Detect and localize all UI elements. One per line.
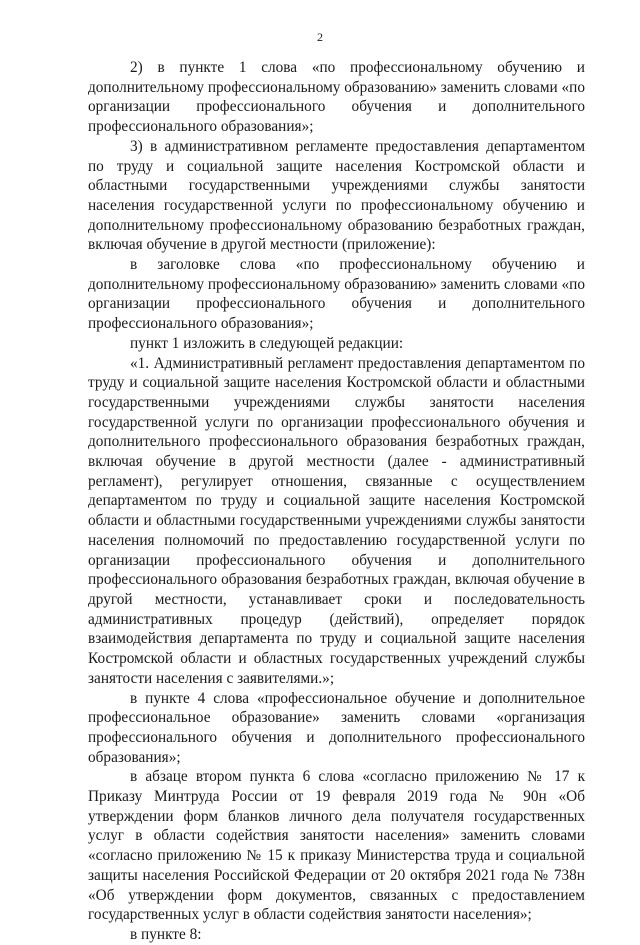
paragraph-item-2: 2) в пункте 1 слова «по профессиональному обучению и дополнительному профессиональному образованию» заменить словами «по организации профессионального обучения и дополнительного профессионального образования»; [88,59,586,136]
paragraph-clause-8-intro: в пункте 8: [130,925,202,943]
paragraph-clause-4-amendment: в пункте 4 слова «профессиональное обучение и дополнительное профессиональное образование» заменить словами «организация профессионального обучения и дополнительного профессионального образования»; [88,689,585,766]
paragraph-item-3: 3) в административном регламенте предоставления департаментом по труду и социальной защите населения Костромской области и областными государственными учреждениями службы занятости населения государственной услуги по профессиональному обучению и дополнительному профессиональному образованию безработных граждан, включая обучение в другой местности (приложение): [88,137,585,254]
paragraph-clause-1-text: «1. Административный регламент предоставления департаментом по труду и социальной защите населения Костромской области и областными государственными учреждениями службы занятости населения государственной услуги по организации профессионального обучения и дополнительного профессионального образования безработных граждан, включая обучение в другой местности (далее - административный регламент), регулирует отношения, связанные с осуществлением департаментом по труду и социальной защите населения Костромской области и областными государственными учреждениями службы занятости населения полномочий по предоставлению государственной услуги по организации профессионального обучения и дополнительного профессионального образования безработных граждан, включая обучение в другой местности, устанавливает сроки и последовательность административных процедур (действий), определяет порядок взаимодействия департамента по труду и социальной защите населения Костромской области и областных государственных учреждений службы занятости населения с заявителями.»; [88,354,585,687]
document-body [88,58,585,945]
paragraph-clause-6-amendment: в абзаце втором пункта 6 слова «согласно приложению № 17 к Приказу Минтруда России от 19 февраля 2019 года № 90н «Об утверждении форм бланков личного дела получателя государственных услуг в области содействия занятости населения» заменить словами «согласно приложению № 15 к приказу Министерства труда и социальной защиты населения Российской Федерации от 20 октября 2021 года № 738н «Об утверждении форм документов, связанных с предоставлением государственных услуг в области содействия занятости населения»; [88,768,585,924]
paragraph-title-amendment: в заголовке слова «по профессиональному обучению и дополнительному профессиональному образованию» заменить словами «по организации профессионального обучения и дополнительного профессионального образования»; [88,256,586,333]
page-number: 2 [317,30,323,44]
paragraph-clause-1-intro: пункт 1 изложить в следующей редакции: [130,334,404,352]
